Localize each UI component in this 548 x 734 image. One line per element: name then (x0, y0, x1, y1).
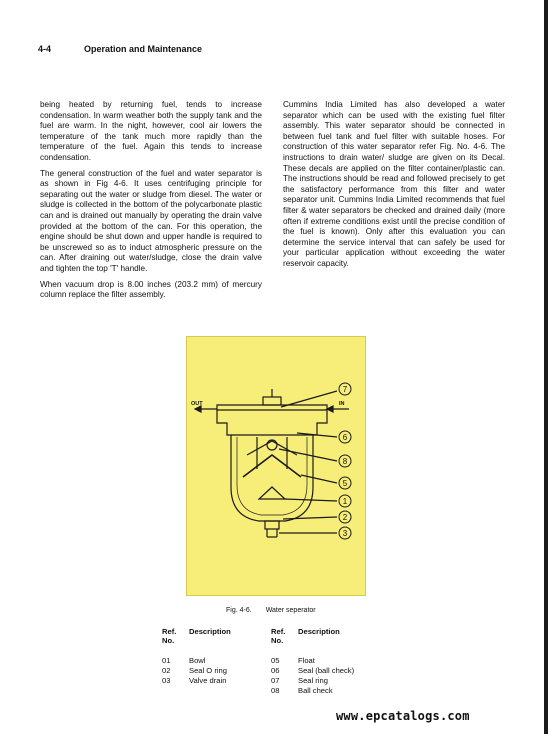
in-label: IN (339, 401, 345, 407)
page-edge (544, 0, 548, 734)
figure-title: Water seperator (265, 607, 316, 614)
callout-5: 5 (342, 479, 348, 488)
watermark: www.epcatalogs.com (336, 709, 470, 723)
bowl-outline (231, 435, 313, 521)
no-header: No. (271, 636, 284, 645)
ref-header: Ref. (162, 627, 177, 636)
left-paragraph-3: When vacuum drop is 8.00 inches (203.2 mm) of mercury column replace the filter assembly. (40, 279, 262, 300)
desc-header: Description (298, 627, 340, 636)
left-paragraph-2: The general construction of the fuel and water separator is as shown in Fig 4-6. It uses centrifuging principle for separating out the water or sludge from diesel. The water or sludge is collected in the bottom of the polycarbonate plastic can and is drained out manually by operating the drain valve provided at the bottom of the can. For this operation, the engine should be shut down and upper handle is required to be unscrewed so as to induct atmospheric pressure on the can. After draining out water/sludge, close the drain valve and tighten the top 'T' handle. (40, 168, 262, 273)
water-separator-diagram (187, 337, 365, 595)
callout-7: 7 (342, 385, 348, 394)
float (259, 487, 285, 499)
right-column (283, 100, 505, 275)
page-title: Operation and Maintenance (84, 44, 203, 54)
deflector-cone (247, 441, 297, 455)
out-label: OUT (191, 401, 203, 407)
desc-header: Description (189, 627, 231, 636)
callout-2: 2 (342, 513, 348, 522)
section-number: 4-4 (38, 44, 52, 54)
callout-1: 1 (342, 497, 348, 506)
callout-6: 6 (342, 433, 348, 442)
left-column (40, 100, 262, 306)
left-paragraph-1: being heated by returning fuel, tends to increase condensation. In warm weather both the supply tank and the fuel are warm. In the night, however, cool air lowers the temperature of the tank much more rapidly than the temperature of the fuel. Again this tends to increase condensation. (40, 100, 262, 162)
t-handle (263, 397, 281, 405)
figure-number: Fig. 4-6. (226, 607, 252, 614)
right-paragraph-1: Cummins India Limited has also developed a water separator which can be used with the existing fuel filter assembly. This water separator should be connected in between fuel tank and fuel filter with suitable hoses. For construction of this water separator refer Fig. No. 4-6. The instructions to drain water/ sludge are given on its Decal. These decals are applied on the filter container/plastic can. The instructions should be read and followed precisely to get the satisfactory performance from this filter and water separator unit. Cummins India Limited recommends that fuel filter & water separators be checked and drained daily (more often if extreme conditions exist until the precise condition of the fuel is known). Only after this evaluation you can determine the service interval that can safely be used for your particular application without exceeding the water reservoir capacity. (283, 100, 505, 268)
callout-8: 8 (342, 457, 348, 466)
figure-caption (226, 607, 330, 614)
no-header: No. (162, 636, 175, 645)
ref-header: Ref. (271, 627, 286, 636)
drain-valve (265, 521, 279, 529)
callout-3: 3 (342, 529, 348, 538)
water-separator-figure (186, 336, 366, 596)
